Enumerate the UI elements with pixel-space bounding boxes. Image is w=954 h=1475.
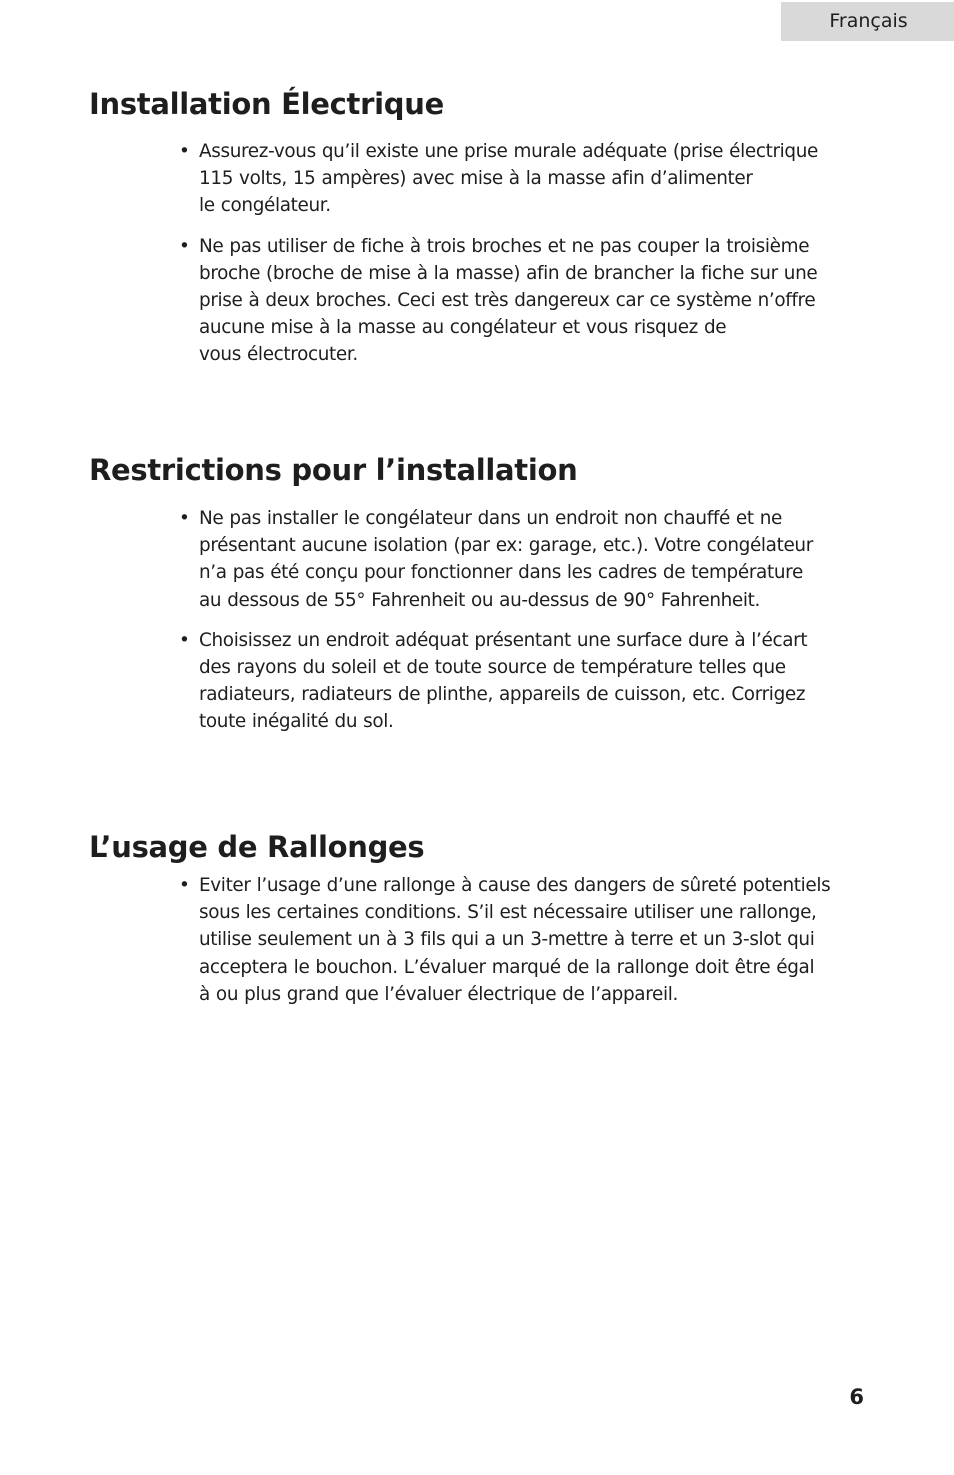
bullet-item: • Ne pas installer le congélateur dans un endroit non chauffé et ne présentant aucune isolation (par ex: garage, etc.). Votre congélateur n’a pas été conçu pour fonctionner dans les cadres de température au dessous de 55° Fahrenheit ou au-dessus de 90° Fahrenheit.	[199, 505, 879, 614]
section-extension-cords	[89, 829, 879, 1021]
bullet-item: • Eviter l’usage d’une rallonge à cause des dangers de sûreté potentiels sous les certaines conditions. S’il est nécessaire utiliser une rallonge, utilise seulement un à 3 fils qui a un 3-mettre à terre et un 3-slot qui acceptera le bouchon. L’évaluer marqué de la rallonge doit être égal à ou plus grand que l’évaluer électrique de l’appareil.	[199, 872, 879, 1008]
section-installation-restrictions	[89, 452, 879, 749]
section-title: Installation Électrique	[89, 87, 444, 121]
bullet-item: • Choisissez un endroit adéquat présentant une surface dure à l’écart des rayons du soleil et de toute source de température telles que radiateurs, radiateurs de plinthe, appareils de cuisson, etc. Corrigez toute inégalité du sol.	[199, 627, 879, 736]
language-tab: Français	[781, 2, 954, 41]
bullet-item: • Ne pas utiliser de fiche à trois broches et ne pas couper la troisième broche (broche de mise à la masse) afin de brancher la fiche sur une prise à deux broches. Ceci est très dangereux car ce système n’offre aucune mise à la masse au congélateur et vous risquez de vous électrocuter.	[199, 233, 879, 369]
page-number: 6	[849, 1385, 864, 1409]
section-title: L’usage de Rallonges	[89, 830, 425, 864]
bullet-item: • Assurez-vous qu’il existe une prise murale adéquate (prise électrique 115 volts, 15 ampères) avec mise à la masse afin d’alimenter le congélateur.	[199, 138, 879, 220]
bullet-list	[89, 505, 879, 736]
section-title: Restrictions pour l’installation	[89, 453, 578, 487]
bullet-list	[89, 872, 879, 1008]
bullet-list	[89, 138, 879, 369]
section-electrical-installation	[89, 86, 879, 382]
